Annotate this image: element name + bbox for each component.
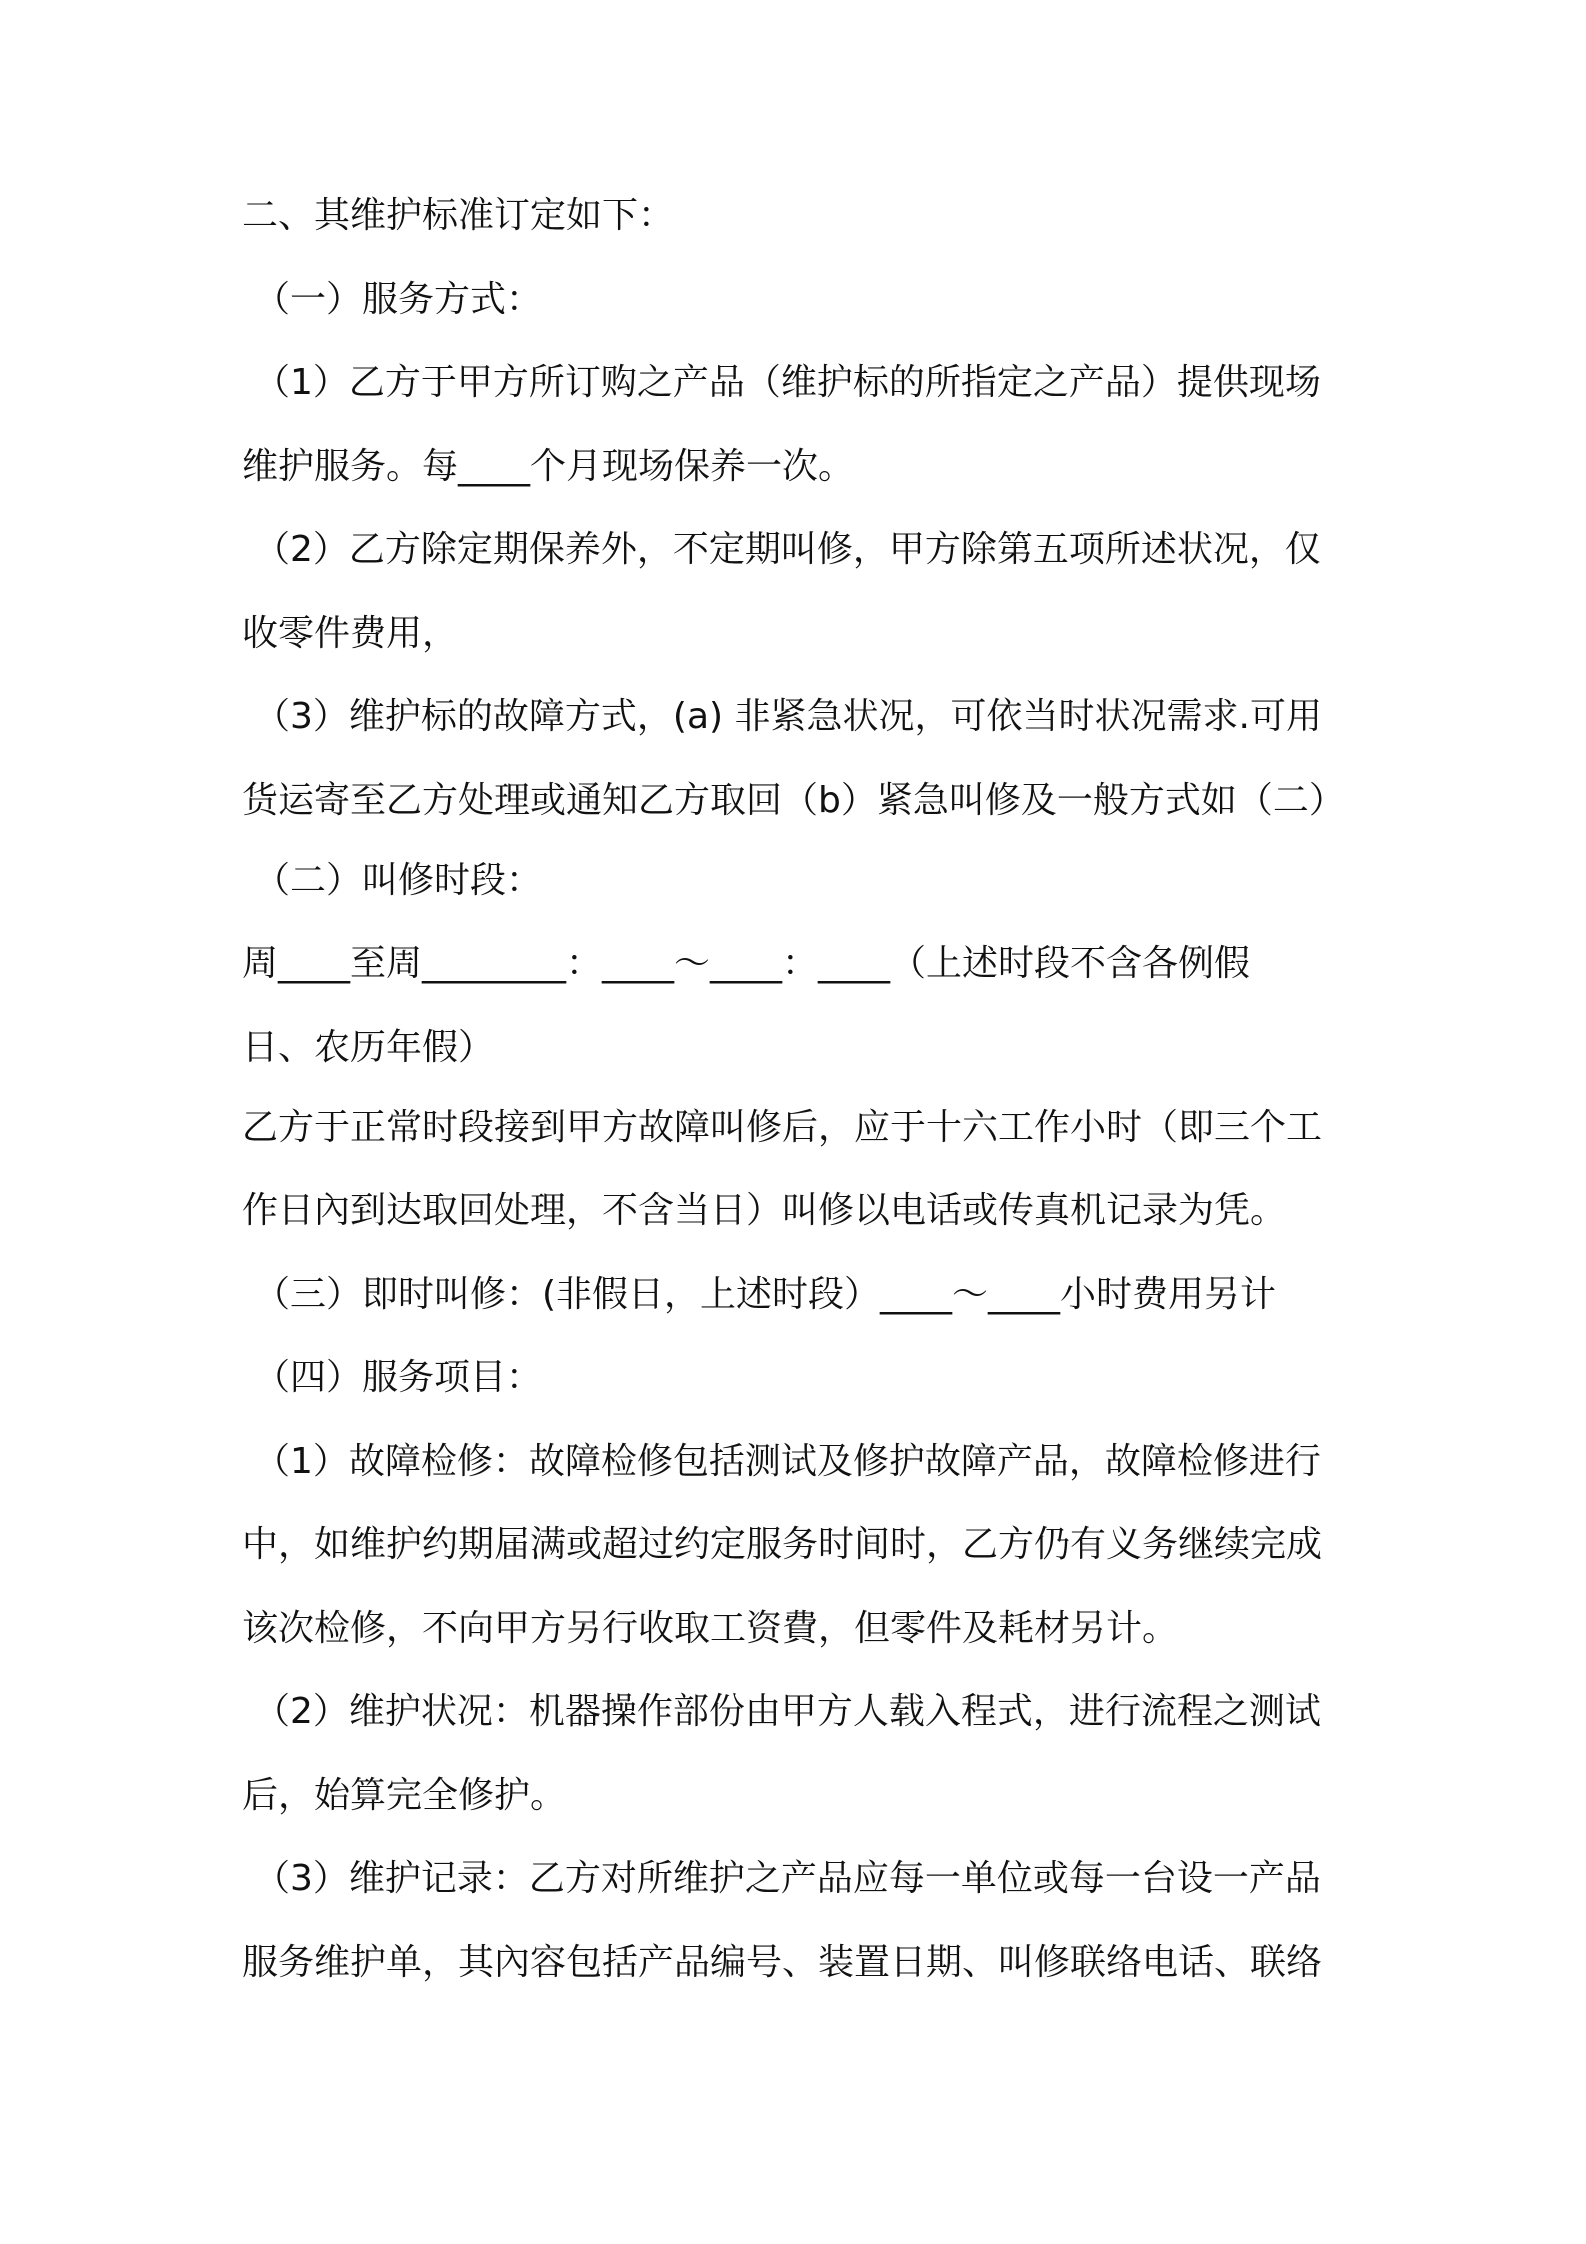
item-2-line-1: （2）维护状况：机器操作部份由甲方人载入程式，进行流程之测试 <box>254 1691 1321 1732</box>
document-page <box>242 195 1392 2025</box>
response-time-line-1: 乙方于正常时段接到甲方故障叫修后，应于十六工作小时（即三个工 <box>242 1106 1323 1148</box>
item-1-line-1: （1）故障检修：故障检修包括测试及修护故障产品，故障检修进行 <box>254 1440 1321 1482</box>
clause-1-line-2: 维护服务。每____个月现场保养一次。 <box>242 445 855 487</box>
clause-2-line-1: （2）乙方除定期保养外，不定期叫修，甲方除第五项所述状况，仅 <box>254 529 1321 570</box>
subheading-service-items: （四）服务项目： <box>254 1357 543 1398</box>
item-3-line-2: 服务维护单，其內容包括产品编号、装置日期、叫修联络电话、联络 <box>242 1941 1323 1983</box>
subheading-immediate-call: （三）即时叫修：(非假日，上述时段）____～____小时费用另计 <box>254 1273 1277 1315</box>
item-1-line-2: 中，如维护约期届满或超过约定服务时间时，乙方仍有义务继续完成 <box>242 1524 1323 1565</box>
subheading-call-hours: （二）叫修时段： <box>254 859 543 901</box>
call-hours-line-1: 周____至周________：____～____：____（上述时段不含各例假 <box>242 943 1251 984</box>
clause-1-line-1: （1）乙方于甲方所订购之产品（维护标的所指定之产品）提供现场 <box>254 362 1321 403</box>
item-1-line-3: 该次检修，不向甲方另行收取工资費，但零件及耗材另计。 <box>242 1607 1179 1649</box>
section-heading-maintenance-standards: 二、其维护标准订定如下： <box>242 195 675 236</box>
clause-3-line-2: 货运寄至乙方处理或通知乙方取回（b）紧急叫修及一般方式如（二） <box>242 779 1345 821</box>
subheading-service-method: （一）服务方式： <box>254 278 543 320</box>
clause-2-line-2: 收零件费用， <box>242 612 459 654</box>
clause-3-line-1: （3）维护标的故障方式，(a) 非紧急状况，可依当时状况需求.可用 <box>254 696 1322 737</box>
item-3-line-1: （3）维护记录：乙方对所维护之产品应每一单位或每一台设一产品 <box>254 1858 1321 1899</box>
response-time-line-2: 作日內到达取回处理，不含当日）叫修以电话或传真机记录为凭。 <box>242 1190 1287 1231</box>
call-hours-line-2: 日、农历年假） <box>242 1026 495 1068</box>
item-2-line-2: 后，始算完全修护。 <box>242 1774 567 1816</box>
